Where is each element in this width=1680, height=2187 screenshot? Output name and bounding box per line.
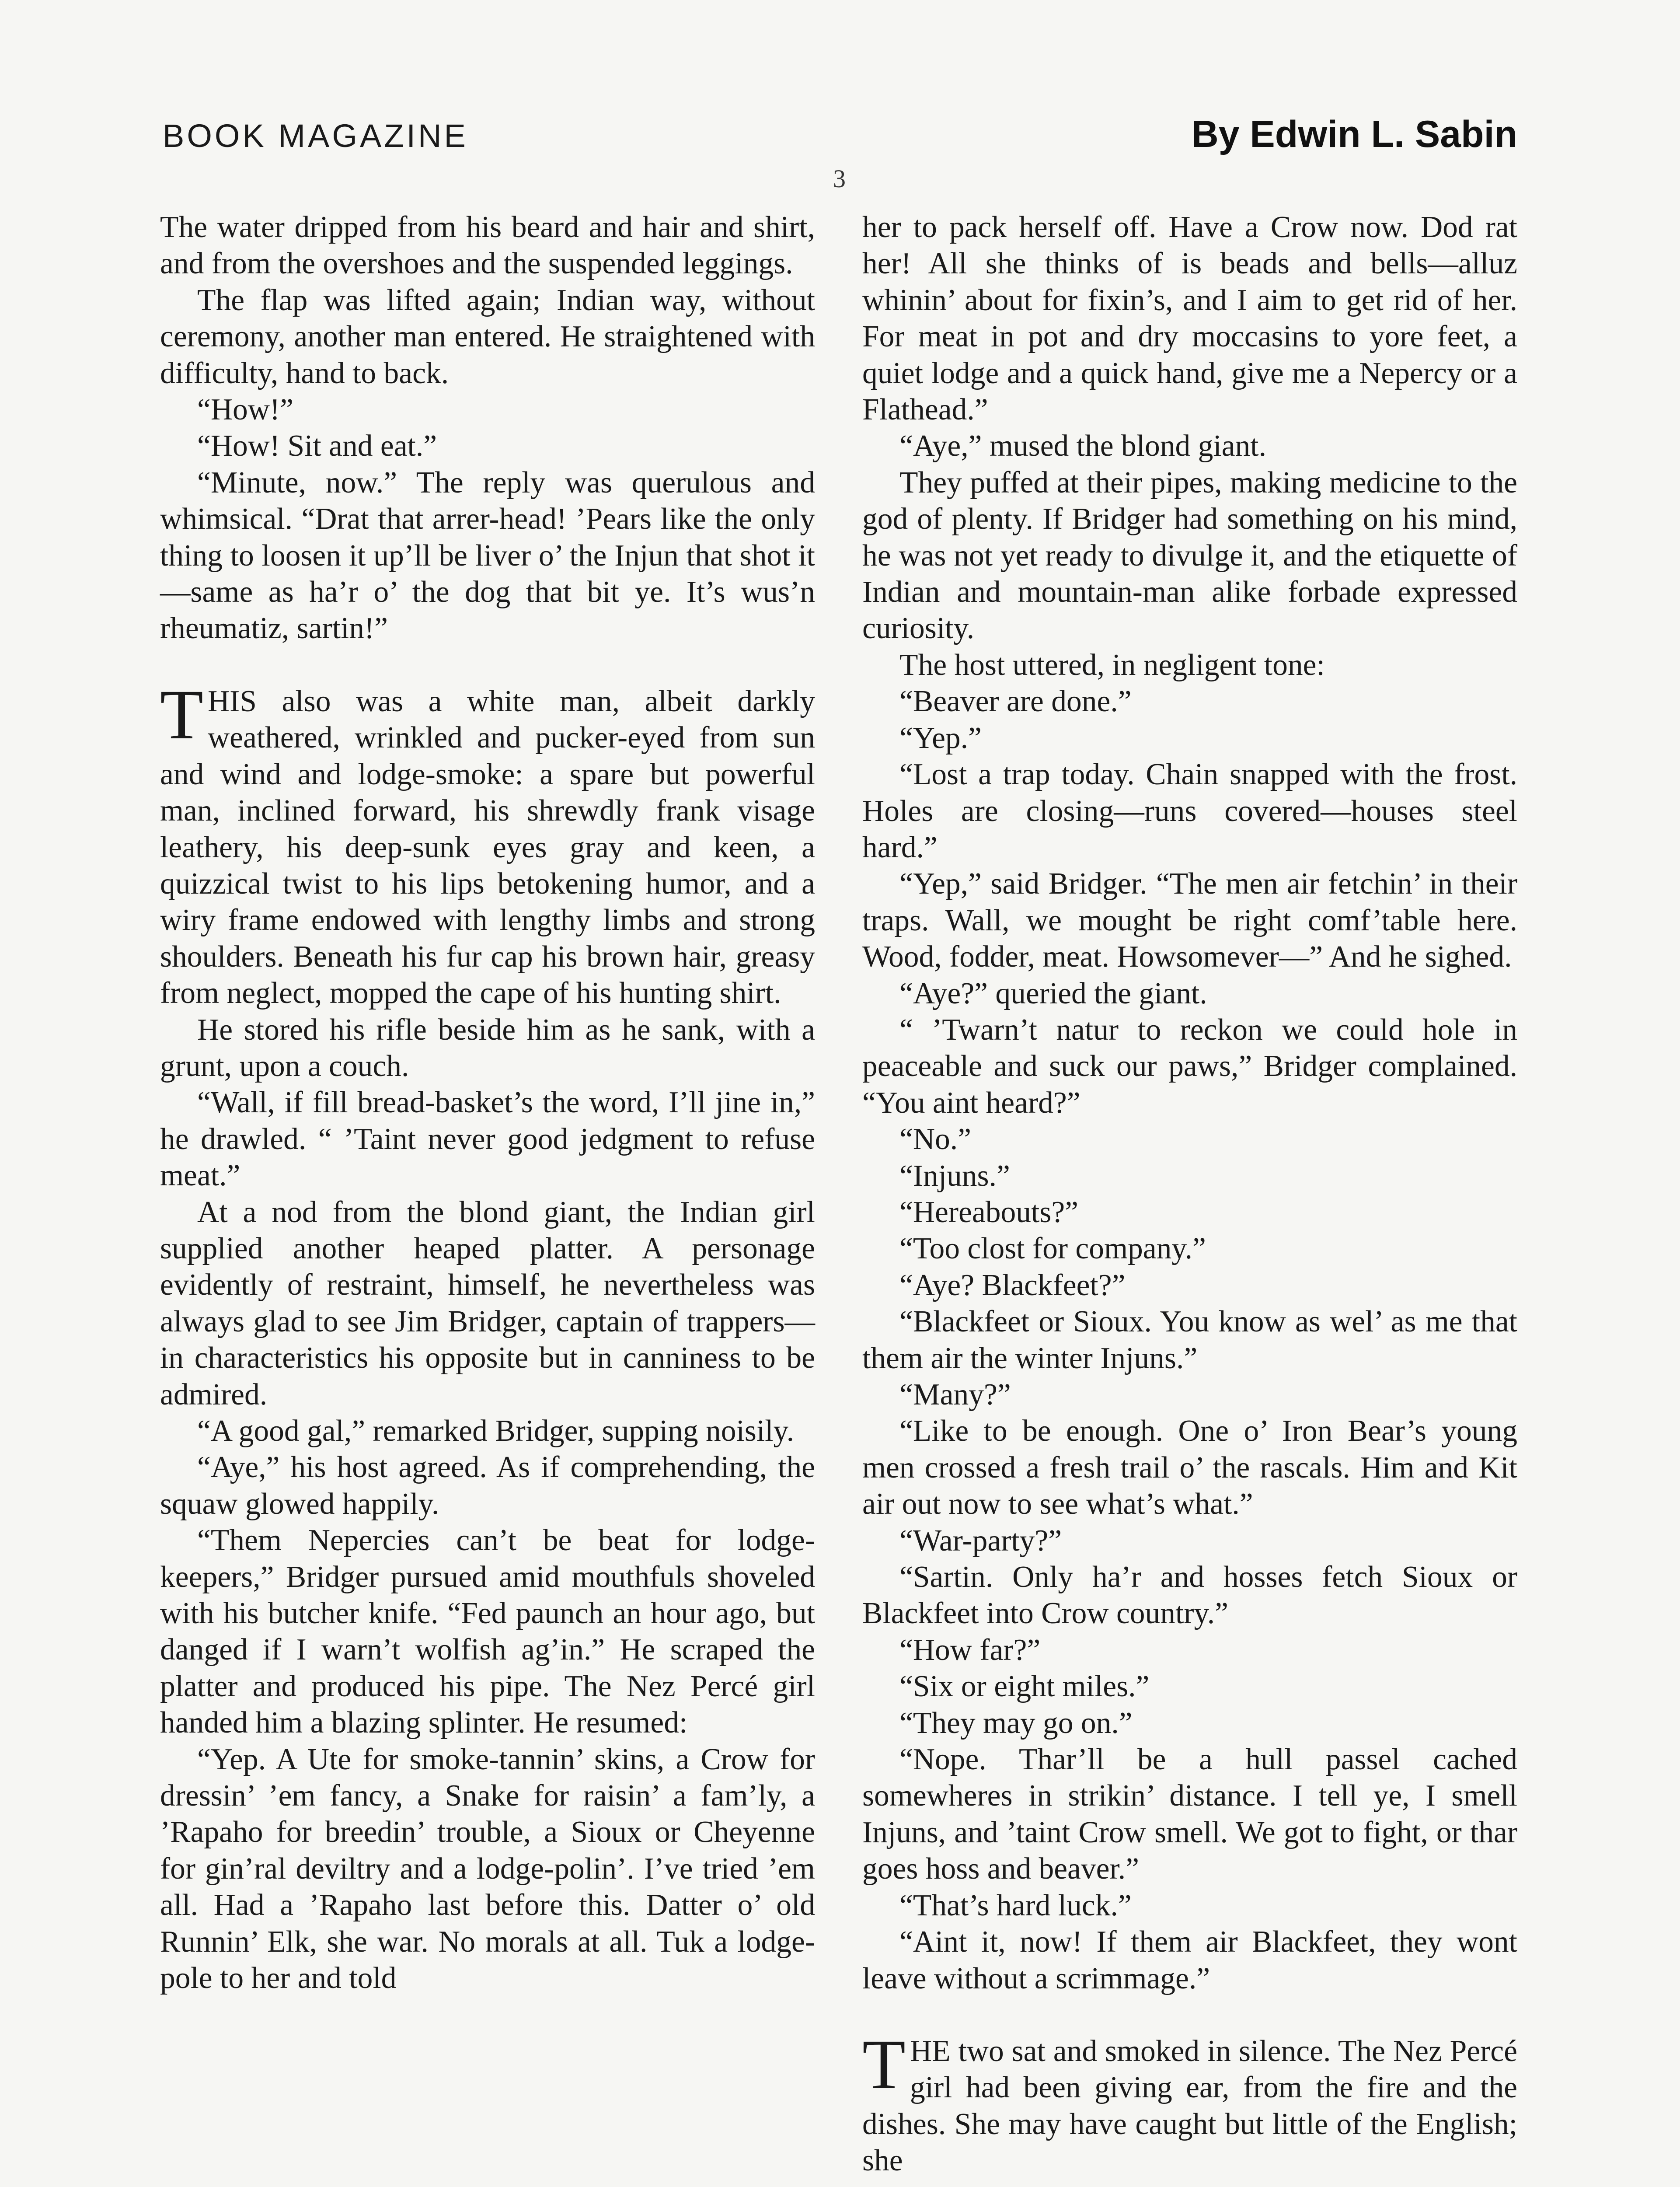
paragraph: “Blackfeet or Sioux. You know as wel’ as me that them air the winter Injuns.” [862,1305,1517,1375]
paragraph: her to pack herself off. Have a Crow now. Dod rat her! All she thinks of is beads and bells—alluz whinin’ about for fixin’s, and I aim to get rid of her. For meat in pot and dry moccasins to yore feet, a quiet lodge and a quick hand, give me a Nepercy or a Flathead.” [862,210,1517,427]
paragraph: “ ’Twarn’t natur to reckon we could hole in peaceable and suck our paws,” Bridger complained. “You aint heard?” [862,1013,1517,1120]
paragraph: “Aye? Blackfeet?” [899,1268,1126,1302]
magazine-title-header: BOOK MAGAZINE [163,118,468,154]
paragraph: “No.” [899,1122,972,1156]
paragraph: “How! Sit and eat.” [197,429,437,463]
paragraph: They puffed at their pipes, making medicine to the god of plenty. If Bridger had something on his mind, he was not yet ready to divulge it, and the etiquette of Indian and mountain-man alike forbade expressed curiosity. [862,465,1517,646]
paragraph: The host uttered, in negligent tone: [899,648,1325,682]
left-text-column [160,209,815,1997]
paragraph: The water dripped from his beard and hair and shirt, and from the overshoes and the suspended leggings. [160,210,815,281]
paragraph: “Like to be enough. One o’ Iron Bear’s young men crossed a fresh trail o’ the rascals. Him and Kit air out now to see what’s what.” [862,1414,1517,1521]
right-text-column [862,209,1517,2179]
paragraph: He stored his rifle beside him as he sank, with a grunt, upon a couch. [160,1013,815,1083]
author-byline-header: By Edwin L. Sabin [1191,113,1517,155]
paragraph: “Them Nepercies can’t be beat for lodge-keepers,” Bridger pursued amid mouthfuls shoveled with his butcher knife. “Fed paunch an hour ago, but danged if I warn’t wolfish ag’in.” He scraped the platter and produced his pipe. The Nez Percé girl handed him a blazing splinter. He resumed: [160,1523,815,1740]
paragraph: The flap was lifted again; Indian way, without ceremony, another man entered. He straightened with difficulty, hand to back. [160,283,815,390]
paragraph: “They may go on.” [899,1706,1133,1740]
paragraph: “Yep. A Ute for smoke-tannin’ skins, a Crow for dressin’ ’em fancy, a Snake for raisin’ a fam’ly, a ’Rapaho for breedin’ trouble, a Sioux or Cheyenne for gin’ral deviltry and a lodge-polin’. I’ve tried ’em all. Had a ’Rapaho last before this. Datter o’ old Runnin’ Elk, she war. No morals at all. Tuk a lodge-pole to her and told [160,1742,815,1995]
paragraph: “How far?” [899,1633,1041,1667]
paragraph: “Aint it, now! If them air Blackfeet, they wont leave without a scrimmage.” [862,1925,1517,1995]
paragraph: “Aye?” queried the giant. [899,976,1207,1010]
paragraph: “Wall, if fill bread-basket’s the word, I’ll jine in,” he drawled. “ ’Taint never good jedgment to refuse meat.” [160,1086,815,1193]
page-number: 3 [833,164,846,193]
paragraph: “Minute, now.” The reply was querulous and whimsical. “Drat that arrer-head! ’Pears like the only thing to loosen it up’ll be liver o’ the Injun that shot it—same as ha’r o’ the dog that bit ye. It’s wus’n rheumatiz, sartin!” [160,465,815,646]
paragraph: “Aye,” his host agreed. As if comprehending, the squaw glowed happily. [160,1450,815,1521]
paragraph: “A good gal,” remarked Bridger, supping noisily. [197,1414,795,1448]
paragraph: “Yep,” said Bridger. “The men air fetchin’ in their traps. Wall, we mought be right comf’table here. Wood, fodder, meat. Howsomever—” And he sighed. [862,867,1517,974]
section-opening-paragraph: THIS also was a white man, albeit darkly weathered, wrinkled and pucker-eyed from sun and wind and lodge-smoke: a spare but powerful man, inclined forward, his shrewdly frank visage leathery, his deep-sunk eyes gray and keen, a quizzical twist to his lips betokening humor, and a wiry frame endowed with lengthy limbs and strong shoulders. Beneath his fur cap his brown hair, greasy from neglect, mopped the cape of his hunting shirt. [160,675,815,1010]
paragraph: “Too clost for company.” [899,1232,1206,1266]
paragraph: “War-party?” [899,1523,1062,1558]
paragraph: “Many?” [899,1378,1011,1411]
paragraph: “Yep.” [899,721,982,755]
paragraph: “Hereabouts?” [899,1195,1079,1229]
paragraph: “How!” [197,393,293,427]
paragraph: “That’s hard luck.” [899,1888,1132,1922]
paragraph: “Beaver are done.” [899,685,1132,719]
paragraph: “Aye,” mused the blond giant. [899,429,1266,463]
paragraph: At a nod from the blond giant, the Indian girl supplied another heaped platter. A personage evidently of restraint, himself, he nevertheless was always glad to see Jim Bridger, captain of trappers—in characteristics his opposite but in canniness to be admired. [160,1195,815,1411]
paragraph: “Nope. Thar’ll be a hull passel cached somewheres in strikin’ distance. I tell ye, I smell Injuns, and ’taint Crow smell. We got to fight, or thar goes hoss and beaver.” [862,1743,1517,1886]
paragraph: “Six or eight miles.” [899,1670,1150,1704]
paragraph: “Lost a trap today. Chain snapped with the frost. Holes are closing—runs covered—houses steel hard.” [862,758,1517,864]
paragraph: “Sartin. Only ha’r and hosses fetch Sioux or Blackfeet into Crow country.” [862,1560,1517,1631]
section-opening-paragraph: THE two sat and smoked in silence. The Nez Percé girl had been giving ear, from the fire and the dishes. She may have caught but little of the English; she [862,2025,1517,2178]
paragraph: “Injuns.” [899,1159,1010,1193]
